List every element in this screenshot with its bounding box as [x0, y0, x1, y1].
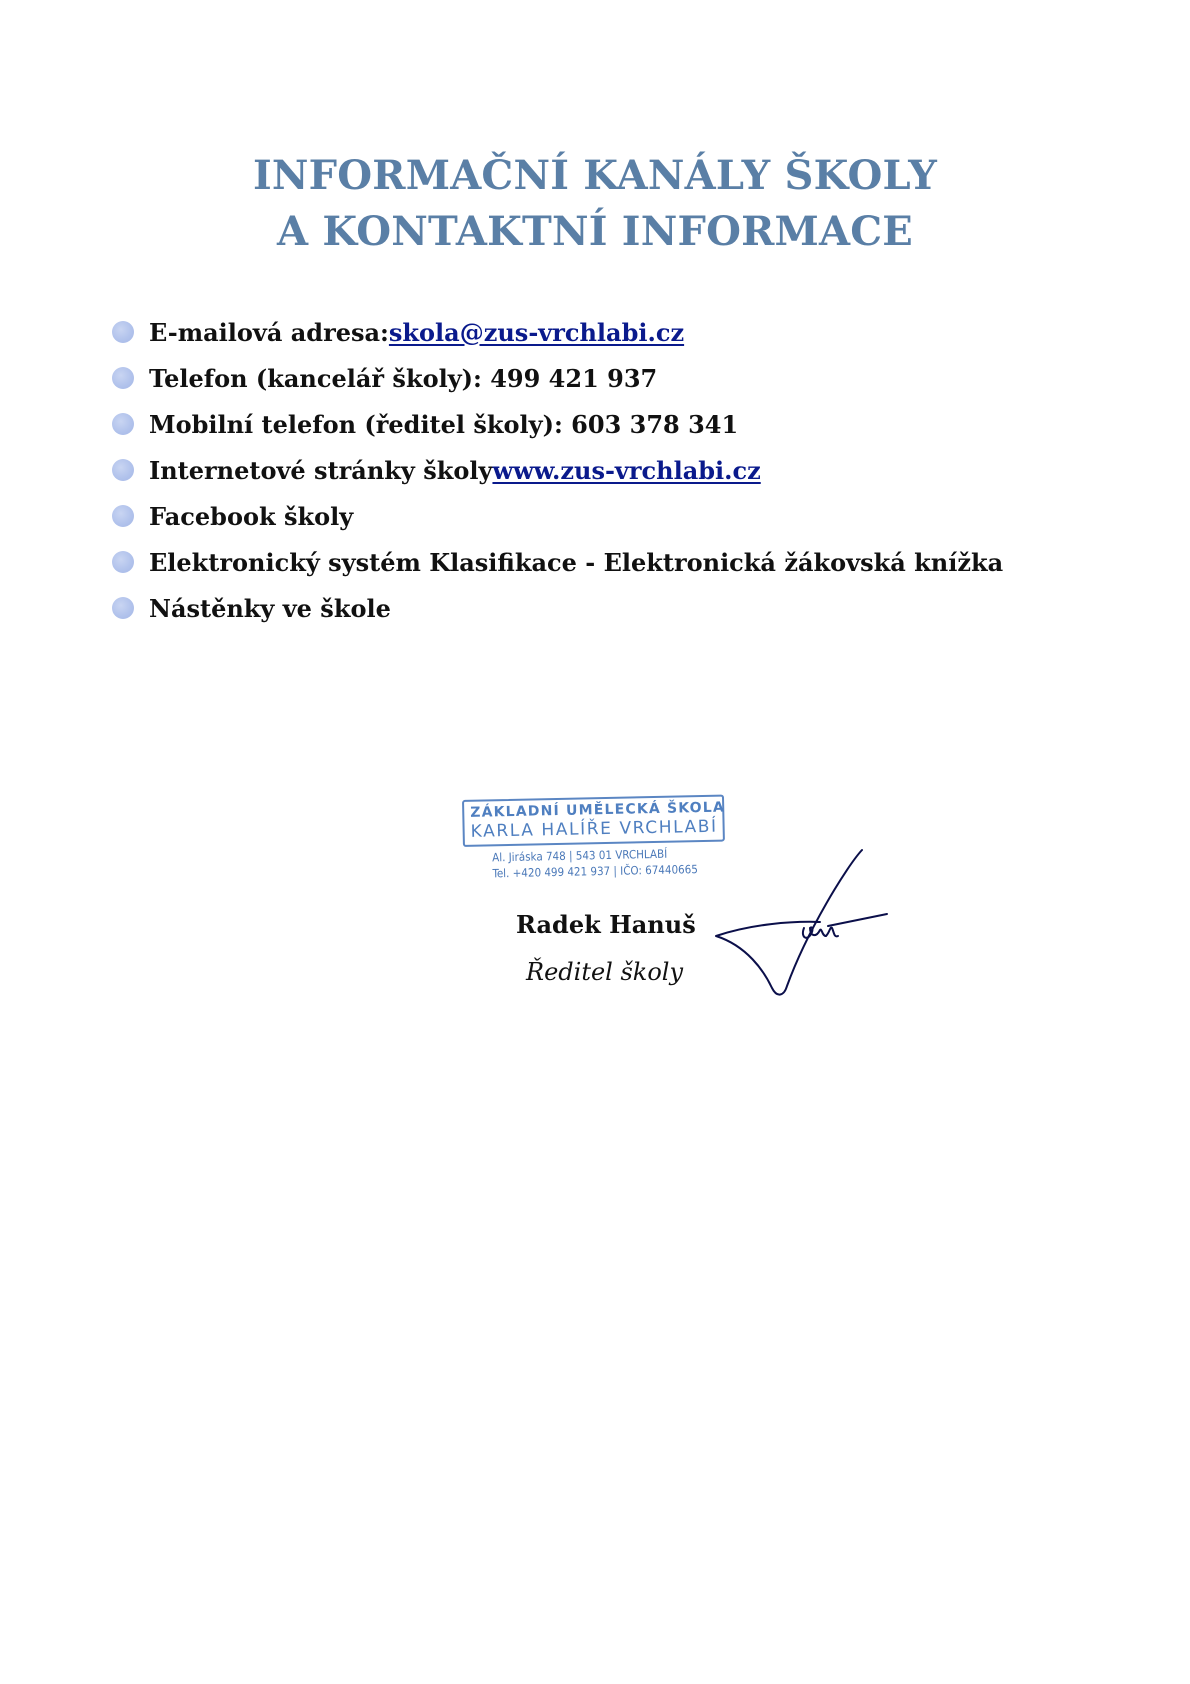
- email-label: E-mailová adresa:: [149, 317, 389, 347]
- list-item-facebook: [112, 493, 1003, 539]
- bullet-icon: [112, 367, 134, 389]
- email-link[interactable]: skola@zus-vrchlabi.cz: [388, 317, 685, 347]
- signatory-role: Ředitel školy: [526, 958, 684, 986]
- stamp-school-subtitle: KARLA HALÍŘE VRCHLABÍ: [470, 816, 718, 842]
- bullet-icon: [112, 321, 134, 343]
- bullet-icon: [112, 505, 134, 527]
- stamp-contact: Tel. +420 499 421 937 | IČO: 67440665: [492, 862, 698, 881]
- list-item-mobile: [112, 401, 1003, 447]
- bullet-icon: [112, 551, 134, 573]
- title-line-1: INFORMAČNÍ KANÁLY ŠKOLY: [252, 152, 938, 199]
- mobile-label: Mobilní telefon (ředitel školy): 603 378 341: [149, 409, 739, 439]
- phone-label: Telefon (kancelář školy): 499 421 937: [149, 363, 658, 393]
- title-line-2: A KONTAKTNÍ INFORMACE: [277, 208, 913, 255]
- stamp-school-name: ZÁKLADNÍ UMĚLECKÁ ŠKOLA: [470, 799, 726, 821]
- bullet-icon: [112, 413, 134, 435]
- signatory-name: Radek Hanuš: [516, 910, 696, 939]
- list-item-website: [112, 447, 1003, 493]
- list-item-email: [112, 309, 1003, 355]
- bullet-icon: [112, 597, 134, 619]
- classification-label: Elektronický systém Klasifikace - Elektronická žákovská knížka: [149, 547, 1004, 577]
- page-title: [0, 148, 1190, 260]
- stamp-address-block: [462, 845, 725, 882]
- list-item-classification: [112, 539, 1003, 585]
- list-item-phone: [112, 355, 1003, 401]
- signature-icon: [712, 846, 892, 1006]
- list-item-noticeboards: [112, 585, 1003, 631]
- info-channel-list: [112, 309, 1003, 631]
- school-stamp: [462, 800, 724, 882]
- website-link[interactable]: www.zus-vrchlabi.cz: [492, 455, 761, 485]
- website-label: Internetové stránky školy: [149, 455, 493, 485]
- facebook-label: Facebook školy: [149, 501, 354, 531]
- noticeboards-label: Nástěnky ve škole: [149, 593, 391, 623]
- bullet-icon: [112, 459, 134, 481]
- stamp-frame: [462, 795, 725, 847]
- stamp-address: Al. Jiráska 748 | 543 01 VRCHLABÍ: [492, 846, 668, 865]
